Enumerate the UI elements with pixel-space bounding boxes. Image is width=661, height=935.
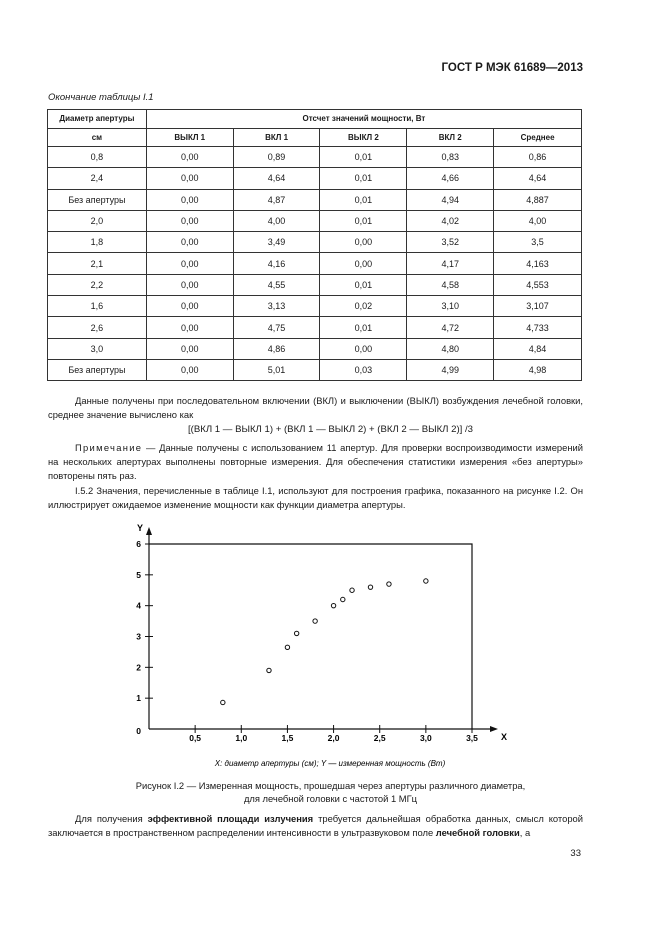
figure-caption <box>0 779 661 805</box>
data-point <box>387 582 391 586</box>
table-cell: 4,87 <box>233 189 320 210</box>
header-on2: ВКЛ 2 <box>407 128 494 147</box>
paragraph-graph-intro: I.5.2 Значения, перечисленные в таблице I.1, используют для построения графика, показанного на рисунке I.2. Он иллюстрирует ожидаемое изменение мощности как функции диаметра апертуры. <box>48 485 583 510</box>
header-power-readings: Отсчет значений мощности, Вт <box>146 110 581 129</box>
paragraph-effective-area <box>48 812 583 840</box>
table-cell: 0,86 <box>494 147 582 168</box>
note-paragraph <box>48 441 583 483</box>
table-cell: 3,10 <box>407 296 494 317</box>
data-point <box>221 700 225 704</box>
table-row <box>48 274 582 295</box>
cell-aperture: 2,2 <box>48 274 147 295</box>
y-axis-arrow-icon <box>146 527 152 535</box>
cell-aperture: Без апертуры <box>48 359 147 380</box>
data-point <box>350 588 354 592</box>
table-cell: 4,553 <box>494 274 582 295</box>
para3-term-treatment-head: лечебной головки <box>435 827 520 838</box>
table-cell: 4,17 <box>407 253 494 274</box>
table-caption: Окончание таблицы I.1 <box>48 92 154 103</box>
chart-frame <box>149 544 472 729</box>
header-aperture-diameter: Диаметр апертуры <box>48 110 147 129</box>
header-on1: ВКЛ 1 <box>233 128 320 147</box>
cell-aperture: 0,8 <box>48 147 147 168</box>
table-cell: 0,00 <box>146 253 233 274</box>
x-axis-letter: X <box>501 732 508 742</box>
table-cell: 0,01 <box>320 274 407 295</box>
table-cell: 0,01 <box>320 317 407 338</box>
cell-aperture: 2,4 <box>48 168 147 189</box>
table-cell: 4,55 <box>233 274 320 295</box>
data-point <box>285 645 289 649</box>
table-cell: 0,00 <box>320 232 407 253</box>
x-tick-label: 3,0 <box>419 733 432 743</box>
y-tick-label: 2 <box>136 662 141 673</box>
table-header-row <box>48 110 582 129</box>
power-scatter-chart <box>0 518 661 798</box>
para3-part2: требуется дальнейшая обработка данных, смысл которой заключается в пространственном распределении интенсивности в ультразвуковом поле <box>48 813 583 838</box>
table-cell: 0,00 <box>320 253 407 274</box>
table-row <box>48 232 582 253</box>
table-row <box>48 317 582 338</box>
cell-aperture: 1,6 <box>48 296 147 317</box>
table-cell: 3,5 <box>494 232 582 253</box>
paragraph-data-description: Данные получены при последовательном включении (ВКЛ) и выключении (ВЫКЛ) возбуждения лечебной головки, среднее значение вычислено как <box>48 395 583 420</box>
power-table <box>47 109 582 381</box>
table-cell: 0,01 <box>320 210 407 231</box>
table-cell: 3,52 <box>407 232 494 253</box>
table-cell: 4,94 <box>407 189 494 210</box>
x-tick-label: 2,5 <box>373 733 386 743</box>
note-label: Примечание <box>75 442 143 453</box>
table-row <box>48 147 582 168</box>
table-cell: 4,75 <box>233 317 320 338</box>
x-tick-label: 0,5 <box>189 733 202 743</box>
table-cell: 0,00 <box>146 232 233 253</box>
table-cell: 4,98 <box>494 359 582 380</box>
table-cell: 4,887 <box>494 189 582 210</box>
table-cell: 0,01 <box>320 189 407 210</box>
cell-aperture: 2,1 <box>48 253 147 274</box>
table-cell: 0,03 <box>320 359 407 380</box>
table-row <box>48 210 582 231</box>
table-cell: 4,99 <box>407 359 494 380</box>
figure-caption-line1: Рисунок I.2 — Измеренная мощность, прошедшая через апертуры различного диаметра, <box>135 780 526 791</box>
x-tick-label: 1,5 <box>281 733 294 743</box>
table-cell: 0,00 <box>146 338 233 359</box>
table-cell: 0,00 <box>146 210 233 231</box>
table-cell: 4,00 <box>494 210 582 231</box>
table-cell: 4,163 <box>494 253 582 274</box>
para3-term-effective-area: эффективной площади излучения <box>147 813 314 824</box>
page-number: 33 <box>570 848 581 859</box>
y-tick-label: 4 <box>136 600 141 611</box>
data-point <box>331 603 335 607</box>
table-cell: 4,733 <box>494 317 582 338</box>
cell-aperture: 1,8 <box>48 232 147 253</box>
cell-aperture: 2,6 <box>48 317 147 338</box>
table-cell: 0,00 <box>320 338 407 359</box>
data-point <box>424 579 428 583</box>
table-cell: 4,86 <box>233 338 320 359</box>
table-row <box>48 168 582 189</box>
table-cell: 0,00 <box>146 359 233 380</box>
table-cell: 0,83 <box>407 147 494 168</box>
x-axis-arrow-icon <box>490 726 498 732</box>
table-cell: 4,66 <box>407 168 494 189</box>
table-cell: 0,01 <box>320 147 407 168</box>
table-subheader-row <box>48 128 582 147</box>
figure-caption-line2: для лечебной головки с частотой 1 МГц <box>243 793 418 804</box>
table-cell: 0,00 <box>146 147 233 168</box>
table-row <box>48 296 582 317</box>
header-average: Среднее <box>494 128 582 147</box>
table-cell: 5,01 <box>233 359 320 380</box>
cell-aperture: 3,0 <box>48 338 147 359</box>
cell-aperture: 2,0 <box>48 210 147 231</box>
y-tick-label: 3 <box>136 631 141 642</box>
table-cell: 4,72 <box>407 317 494 338</box>
table-cell: 4,16 <box>233 253 320 274</box>
header-unit: см <box>48 128 147 147</box>
para3-part1: Для получения <box>75 813 148 824</box>
y-tick-label: 1 <box>136 693 141 704</box>
x-tick-label: 2,0 <box>327 733 340 743</box>
table-row <box>48 359 582 380</box>
table-cell: 3,13 <box>233 296 320 317</box>
table-cell: 0,00 <box>146 317 233 338</box>
table-cell: 0,00 <box>146 274 233 295</box>
table-body <box>48 147 582 381</box>
table-cell: 3,107 <box>494 296 582 317</box>
data-point <box>267 668 271 672</box>
header-off2: ВЫКЛ 2 <box>320 128 407 147</box>
header-off1: ВЫКЛ 1 <box>146 128 233 147</box>
y-tick-label: 6 <box>136 539 141 549</box>
table-cell: 4,02 <box>407 210 494 231</box>
table-cell: 4,58 <box>407 274 494 295</box>
table-row <box>48 253 582 274</box>
standard-header: ГОСТ Р МЭК 61689—2013 <box>441 62 583 74</box>
axis-caption: X: диаметр апертуры (см); Y — измеренная мощность (Вт) <box>214 759 446 768</box>
table-cell: 0,01 <box>320 168 407 189</box>
table-row <box>48 338 582 359</box>
table-cell: 0,89 <box>233 147 320 168</box>
para3-part3: , а <box>519 827 531 838</box>
table-cell: 4,84 <box>494 338 582 359</box>
x-tick-label: 3,5 <box>466 733 478 743</box>
cell-aperture: Без апертуры <box>48 189 147 210</box>
data-point <box>313 619 317 623</box>
chart-ticks <box>136 539 478 743</box>
origin-label: 0 <box>136 726 141 736</box>
y-axis-letter: Y <box>137 523 144 533</box>
note-text: — Данные получены с использованием 11 апертур. Для проверки воспроизводимости измерений на нескольких апертурах выполнены повторные измерения. Для обеспечения статистики измерения «без апертуры» повторены пять раз. <box>48 442 583 481</box>
chart-points <box>221 579 428 705</box>
table-cell: 0,00 <box>146 189 233 210</box>
table-cell: 0,02 <box>320 296 407 317</box>
table-row <box>48 189 582 210</box>
table-cell: 4,64 <box>494 168 582 189</box>
table-cell: 0,00 <box>146 296 233 317</box>
x-tick-label: 1,0 <box>235 733 248 743</box>
table-cell: 4,64 <box>233 168 320 189</box>
table-cell: 4,80 <box>407 338 494 359</box>
data-point <box>341 597 345 601</box>
y-tick-label: 5 <box>136 569 141 580</box>
chart-axes <box>136 523 507 742</box>
table-cell: 4,00 <box>233 210 320 231</box>
data-point <box>294 631 298 635</box>
data-point <box>368 585 372 589</box>
average-formula: [(ВКЛ 1 — ВЫКЛ 1) + (ВКЛ 1 — ВЫКЛ 2) + (ВКЛ 2 — ВЫКЛ 2)] /3 <box>188 424 473 435</box>
table-cell: 3,49 <box>233 232 320 253</box>
table-cell: 0,00 <box>146 168 233 189</box>
